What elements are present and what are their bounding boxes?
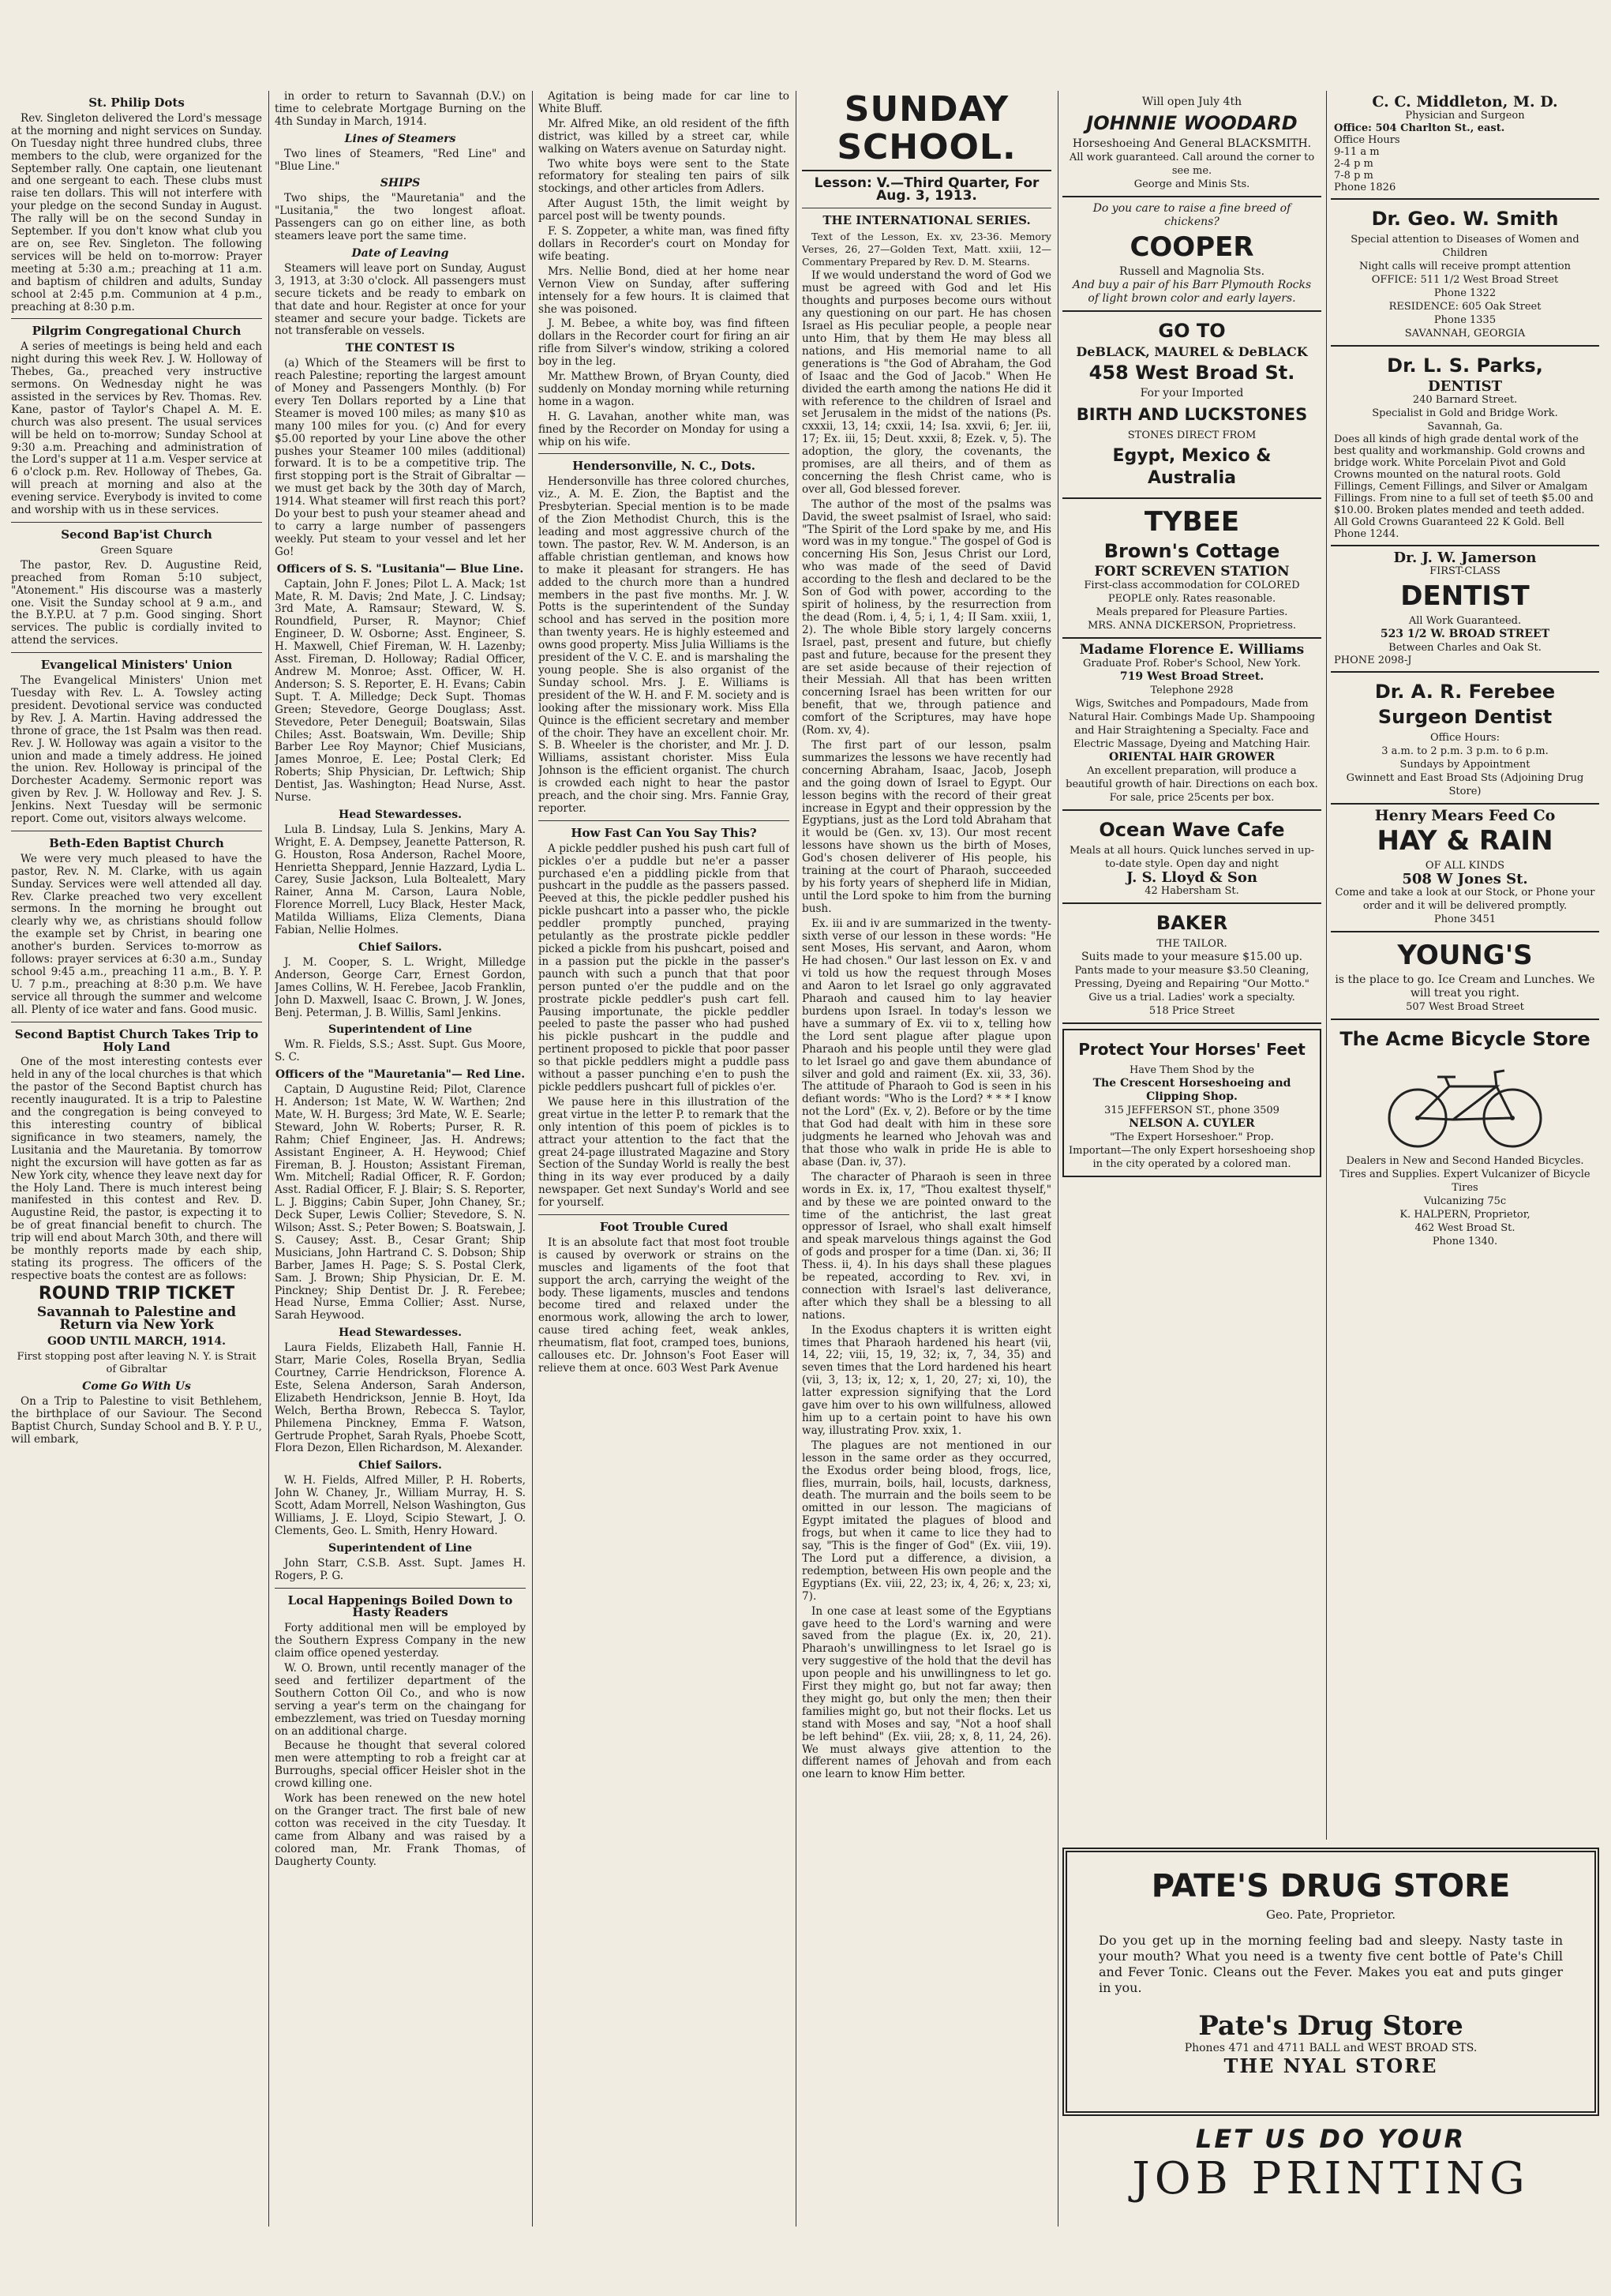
middleton-title: Physician and Surgeon <box>1405 110 1525 122</box>
pate-nyal: THE NYAL STORE <box>1223 2054 1438 2077</box>
parks-address: 240 Barnard Street. <box>1412 394 1518 406</box>
lusitania-text: Captain, John F. Jones; Pilot L. A. Mack; 1st Mate, R. M. Davis; 2nd Mate, J. C. Lindsay; 3rd Mate, A. Ramsaur; Steward, W. S. Roundfield, Purser, R. Maynor; Chief Engineer, D. W. Osborne; Asst. Engineer, S. H. Maxwell, Chief Fireman, W. H. Lazenby; Asst. Fireman, D. Holloway; Radial Officer, Andrew M. Monroe; Asst. Officer, W. H. Anderson; S. S. Reporter, E. H. Evans; Cabin Supt. T. A. Milledge; Deck Supt. Thomas Green; Stevedore, George Douglass; Asst. Stevedore, Peter Deneguil; Boatswain, Silas Chiles; Asst. Boatswain, Wm. Deville; Ship Barber Lee Roy Maynor; Chief Musicians, James Monroe, E. Lee; Postal Clerk; Ed Roberts; Ship Physician, Dr. Leftwich; Ship Dentist, Jas. Washington; Head Nurse, Asst. Nurse. <box>275 577 526 805</box>
middleton-ad <box>1331 91 1599 200</box>
column-3 <box>538 91 789 2227</box>
mears-address: 508 W Jones St. <box>1402 871 1528 887</box>
middleton-name: C. C. Middleton, M. D. <box>1372 93 1558 111</box>
crescent-head: Protect Your Horses' Feet <box>1078 1040 1306 1059</box>
mears-ad <box>1331 805 1599 932</box>
parks-spec: Specialist in Gold and Bridge Work. <box>1372 407 1558 419</box>
news-item-8: Mr. Matthew Brown, of Bryan County, died suddenly on Monday morning while returning home in a wagon. <box>538 370 789 408</box>
pilgrim-heading: Pilgrim Congregational Church <box>32 324 242 339</box>
trip-heading: Second Baptist Church Takes Trip to Holy Land <box>14 1026 259 1054</box>
news-item-9: H. G. Lavahan, another white man, was fined by the Recorder on Monday for using a whip on his wife. <box>538 410 789 448</box>
acme-phone: Phone 1340. <box>1432 1236 1498 1247</box>
woodard-ad <box>1062 91 1321 197</box>
middleton-hours-2: 2-4 p m <box>1334 158 1373 170</box>
trip-intro: in order to return to Savannah (D.V.) on time to celebrate Mortgage Burning on the 4th Sunday in March, 1914. <box>275 91 526 128</box>
hendersonville-text: Hendersonville has three colored churches, viz., A. M. E. Zion, the Baptist and the Presbyterian. Special mention is to be made of the Zion Methodist Church, this is the leading and most aggressive church of the town. The pastor, Rev. W. M. Anderson, is an affable christian gentleman, and knows how to make it pleasant for strangers. He has added to the church more than a hundred members in the past five months. Mr. J. W. Potts is the superintendent of the Sunday school and has served in the position more than twenty years. He is highly esteemed and owns good property. Miss Julia Williams is the president of the V. C. E. and is marshaling the young people. She is also organist of the Sunday school. Mrs. J. E. Williams is president of the W. H. and F. M. society and is looking after the missionary work. Miss Ella Quince is the efficient secretary and member of the choir. They have an excellent choir. Mr. S. B. Wheeler is the chorister, and Mr. J. D. Williams, assistant chorister. Miss Eula Johnson is the efficient organist. The church is crowded each night to hear the pastor preach, and the choir sing. Mrs. Fannie Gray, reporter. <box>538 475 789 815</box>
foot-heading: Foot Trouble Cured <box>599 1220 729 1235</box>
smith-name: Dr. Geo. W. Smith <box>1371 208 1559 230</box>
ocean-wave-address: 42 Habersham St. <box>1145 885 1239 897</box>
tybee-cottage: Brown's Cottage <box>1103 540 1280 562</box>
news-item-6: Mrs. Nellie Bond, died at her home near Vernon View on Sunday, after suffering intensely for a few hours. It is claimed that she was poisoned. <box>538 264 789 316</box>
baker-address: 518 Price Street <box>1148 1005 1235 1017</box>
lesson-para-7: The plagues are not mentioned in our lesson in the same order as they occurred, the Exodus order being blood, frogs, lice, flies, murrain, boils, hail, locusts, darkness, death. The murrain and the boils seem to be omitted in our lesson. The magicians of Egypt imitated the plagues of blood and frogs, but when it came to lice they had to say, "This is the finger of God" (Ex. viii, 19). The Lord put a difference, a division, a redemption, between His own people and the Egyptians (Ex. viii, 22, 23; ix, 4, 26; x, 23; xi, 7). <box>802 1439 1051 1603</box>
head-stewardesses-text: Laura Fields, Elizabeth Hall, Fannie H. Starr, Marie Coles, Rosella Bryan, Sedlia Courtney, Carrie Hendrickson, Florence A. Este, Selena Anderson, Sarah Anderson, Elizabeth Hendrickson, Jennie B. Hoyt, Ida Welch, Bertha Brown, Rebecca S. Taylor, Philemena Pinckney, Emma F. Watson, Gertrude Prophet, Sarah Ryals, Phoebe Scott, Flora Dezon, Ellen Richardson, M. Alexander. <box>275 1341 526 1455</box>
lesson-para-1: If we would understand the word of God we must be agreed with God and let His thoughts and purposes become ours without any questioning on our part. He has chosen Israel as His peculiar people, a people near unto Him, that by them He may bless all nations, and His memorial name to all generations is "the God of Abraham, the God of Isaac and the God of Jacob." When He divided the earth among the nations He did it with reference to the children of Israel and set Jerusalem in the midst of the nations (Ps. cxxxii, 13, 14; cxxii, 14; Isa. xxvii, 6; Jer. iii, 17; Ex. iii, 15; Deut. xxxii, 8; Ezek. v, 5). The adoption, the glory, the covenants, the promises, are all theirs, and of them as concerning the flesh Christ came, who is over all, God blessed forever. <box>802 269 1051 496</box>
second-baptist-text: The pastor, Rev. D. Augustine Reid, preached from Roman 5:10 subject, "Atonement." His discourse was a masterly one. Visit the Sunday school at 9 a.m., and the B.Y.P.U. at 7 p.m. Good singing. Short services. The public is cordially invited to attend the services. <box>11 558 262 647</box>
sailors-heading: Chief Sailors. <box>358 941 442 954</box>
youngs-name: YOUNG'S <box>1397 940 1533 971</box>
ferebee-sunday: Sundays by Appointment <box>1399 759 1530 771</box>
deblack-names: DeBLACK, MAUREL & DeBLACK <box>1076 344 1308 359</box>
williams-grower: ORIENTAL HAIR GROWER <box>1108 751 1276 763</box>
come-text: On a Trip to Palestine to visit Bethlehem, the birthplace of our Saviour. The Second Baptist Church, Sunday School and B. Y. P. U., will embark, <box>11 1395 262 1446</box>
date-heading: Date of Leaving <box>351 246 449 260</box>
job-line-1: LET US DO YOUR <box>1195 2124 1467 2154</box>
baker-ad <box>1062 904 1321 1024</box>
williams-name: Madame Florence E. Williams <box>1079 642 1305 658</box>
parks-name: Dr. L. S. Parks, <box>1387 355 1543 377</box>
woodard-name: JOHNNIE WOODARD <box>1086 112 1298 134</box>
parks-text: Does all kinds of high grade dental work of the best quality and workmanship. Gold crowns and bridge work. White Porcelain Pivot and Gold Crowns mounted on the natural roots. Gold Fillings, Cement Fillings, and Silver or Amalgam Fillings. From nine to a full set of teeth $5.00 and $10.00. Broken plates mended and teeth added. All Gold Crowns Guaranteed 22 K Gold. Bell Phone 1244. <box>1334 433 1594 540</box>
ocean-wave-text: Meals at all hours. Quick lunches served in up-to-date style. Open day and night <box>1069 845 1315 870</box>
date-text: Steamers will leave port on Sunday, August 3, 1913, at 3:30 o'clock. All passengers must secure tickets and be ready to embark on that date and hour. Register at once for your steamer and secure your badge. Tickets are not transferable on vessels. <box>275 261 526 338</box>
deblack-go: GO TO <box>1158 320 1226 342</box>
superintendent-text: Wm. R. Fields, S.S.; Asst. Supt. Gus Moore, S. C. <box>275 1038 526 1064</box>
ferebee-name: Dr. A. R. Ferebee <box>1374 681 1556 703</box>
hendersonville-heading: Hendersonville, N. C., Dots. <box>572 459 755 474</box>
acme-ad <box>1331 1020 1599 1253</box>
st-philip-heading: St. Philip Dots <box>88 96 185 110</box>
ticket-route: Savannah to Palestine and Return via New York <box>36 1304 237 1333</box>
superintendent-2-text: John Starr, C.S.B. Asst. Supt. James H. Rogers, P. G. <box>275 1556 526 1582</box>
mauretania-heading: Officers of the "Mauretania"— Red Line. <box>275 1068 526 1082</box>
baker-name: BAKER <box>1156 912 1228 934</box>
news-item-1: Agitation is being made for car line to White Bluff. <box>538 91 789 115</box>
williams-sub: Graduate Prof. Rober's School, New York. <box>1083 658 1301 670</box>
cooper-ad <box>1062 197 1321 312</box>
woodard-open: Will open July 4th <box>1141 96 1242 108</box>
lines-text: Two lines of Steamers, "Red Line" and "Blue Line." <box>275 147 526 173</box>
sailors-text: J. M. Cooper, S. L. Wright, Milledge Anderson, George Carr, Ernest Gordon, James Collins, W. H. Ferebee, Jacob Franklin, John D. Maxwell, Isaac C. Brown, J. W. Jones, Benj. Peterman, J. B. Willis, Saml Jenkins. <box>275 955 526 1019</box>
lesson-para-8: In one case at least some of the Egyptians gave heed to the Lord's warning and were saved from the plague (Ex. ix, 20, 21). Pharaoh's unwillingness to let Israel go is very suggestive of the hold that the devil has upon people and his unwillingness to let go. First they might go, but not far away; then they might go, but only the men; then their families might go, but not their flocks. Let us stand with Moses and say, "Not a hoof shall be left behind" (Ex. viii, 28; x, 8, 11, 24, 26). We must always give attention to the different names of Jehovah and from each one learn to know Him better. <box>802 1604 1051 1781</box>
chief-sailors-text: W. H. Fields, Alfred Miller, P. H. Roberts, John W. Chaney, Jr., William Murray, H. S. Scott, Adam Morrell, Nelson Washington, Gus Williams, J. E. Lloyd, Scipio Stewart, J. O. Clements, Geo. L. Smith, Henry Howard. <box>275 1474 526 1537</box>
ocean-wave-ad <box>1062 811 1321 904</box>
deblack-places: Egypt, Mexico & Australia <box>1112 446 1272 488</box>
jamerson-class: FIRST-CLASS <box>1429 565 1500 577</box>
lines-heading: Lines of Steamers <box>344 132 456 145</box>
local-item-4: Work has been renewed on the new hotel on the Granger tract. The first bale of new cotton was received in the city Tuesday. It came from Albany and was raised by a colored man, Mr. Frank Thomas, of Daugherty County. <box>275 1792 526 1868</box>
woodard-text: All work guaranteed. Call around the corner to see me. <box>1069 152 1315 177</box>
parks-ad <box>1331 347 1599 546</box>
acme-name: The Acme Bicycle Store <box>1339 1028 1590 1050</box>
local-heading: Local Happenings Boiled Down to Hasty Readers <box>287 1593 513 1620</box>
pate-phones: Phones 471 and 4711 BALL and WEST BROAD STS. <box>1184 2042 1478 2054</box>
ships-text: Two ships, the "Mauretania" and the "Lusitania," the two longest afloat. Passengers can go on either line, as both steamers leave port the same time. <box>275 192 526 243</box>
chief-sailors-heading: Chief Sailors. <box>358 1459 442 1473</box>
baker-detail: Pants made to your measure $3.50 Cleaning, Pressing, Dyeing and Repairing "Our Motto." Give us a trial. Ladies' work a specialty. <box>1074 965 1309 1004</box>
ticket-good: GOOD UNTIL MARCH, 1914. <box>47 1335 226 1349</box>
tybee-title: TYBEE <box>1144 506 1240 538</box>
acme-text: Dealers in New and Second Handed Bicycles. Tires and Supplies. Expert Vulcanizer of Bicycle Tires <box>1339 1155 1590 1194</box>
head-stewardesses-heading: Head Stewardesses. <box>339 1326 462 1340</box>
tybee-text: First-class accommodation for COLORED PEOPLE only. Rates reasonable. <box>1084 580 1300 605</box>
deblack-address: 458 West Broad St. <box>1088 362 1295 384</box>
youngs-address: 507 West Broad Street <box>1406 1001 1524 1013</box>
mauretania-text: Captain, D Augustine Reid; Pilot, Clarence H. Anderson; 1st Mate, W. W. Warthen; 2nd Mate, W. H. Burgess; 3rd Mate, W. E. Searle; Steward, John W. Roberts; Purser, R. R. Rahm; Chief Engineer, Jas. H. Andrews; Assistant Engineer, A. H. Heywood; Chief Fireman, B. J. Houston; Assistant Fireman, Wm. Mitchell; Radial Officer, R. F. Gordon; Asst. Radial Officer, F. J. Blair; S. S. Reporter, L. J. Biggins; Cabin Super, John Chaney, Sr.; Deck Super, Lewis Collier; Stevedore, S. N. Wilson; Asst. S.; Peter Bowen; S. Boatswain, J. S. Causey; Asst. B., Cesar Grant; Ship Musicians, John Hartrand C. S. Dobson; Ship Barber, James H. Page; S. S. Postal Clerk, Sam. J. Brown; Ship Physician, Dr. E. M. Pinckney; Ship Dentist Dr. J. R. Ferebee; Head Nurse, Emma Collier; Asst. Nurse, Sarah Heywood. <box>275 1083 526 1322</box>
jamerson-ad <box>1331 546 1599 673</box>
tybee-prop: MRS. ANNA DICKERSON, Proprietress. <box>1087 620 1297 632</box>
williams-text: Wigs, Switches and Pompadours, Made from Natural Hair. Combings Made Up. Shampooing and Hair Straightening a Specialty. Face and Electric Massage, Dyeing and Matching Hair. <box>1068 698 1316 750</box>
superintendent-2-heading: Superintendent of Line <box>328 1541 473 1555</box>
lesson-para-5: The character of Pharaoh is seen in three words in Ex. ix, 17, "Thou exaltest thyself," and by these we are pointed onward to the time of the antichrist, the last great oppressor of Israel, who shall exalt himself and speak marvelous things against the God of gods and prosper for a time (Dan. xi, 36; II Thess. ii, 4). In his days shall these plagues be repeated, according to Rev. xvi, in connection with Israel's last deliverance, after which they shall be a blessing to all nations. <box>802 1170 1051 1322</box>
cooper-name: COOPER <box>1130 231 1254 263</box>
ferebee-hours: 3 a.m. to 2 p.m. 3 p.m. to 6 p.m. <box>1381 745 1549 757</box>
ferebee-ad <box>1331 673 1599 805</box>
pate-name: PATE'S DRUG STORE <box>1151 1868 1511 1904</box>
smith-calls: Night calls will receive prompt attention <box>1359 261 1571 272</box>
column-rule <box>532 91 533 2227</box>
parks-city: Savannah, Ga. <box>1427 421 1503 433</box>
smith-phone-2: Phone 1335 <box>1433 314 1497 326</box>
jamerson-name: Dr. J. W. Jamerson <box>1393 550 1537 566</box>
deblack-ad <box>1062 312 1321 499</box>
acme-owner: K. HALPERN, Proprietor, <box>1399 1209 1530 1221</box>
smith-residence: RESIDENCE: 605 Oak Street <box>1388 301 1542 313</box>
crescent-ad <box>1062 1029 1321 1177</box>
smith-text: Special attention to Diseases of Women and Children <box>1351 234 1579 259</box>
jamerson-phone: PHONE 2098-J <box>1334 655 1412 666</box>
pate-text: Do you get up in the morning feeling bad and sleepy. Nasty taste in your mouth? What you need is a twenty five cent bottle of Pate's Chill and Fever Tonic. Cleans out the Fever. Makes you eat and puts ginger in you. <box>1099 1933 1563 1995</box>
local-item-2: W. O. Brown, until recently manager of the seed and fertilizer department of the Southern Cotton Oil Co., and who is now serving a year's term on the chaingang for embezzlement, was tried on Tuesday morning on an additional charge. <box>275 1662 526 1738</box>
text-of-lesson: Text of the Lesson, Ex. xv, 23-36. Memory Verses, 26, 27—Golden Text, Matt. xxiii, 12—Commentary Prepared by Rev. D. M. Stearns. <box>802 230 1051 268</box>
news-item-7: J. M. Bebee, a white boy, was find fifteen dollars in the Recorder court for firing an air rifle from Silver's window, striking a colored boy in the leg. <box>538 317 789 369</box>
cooper-address: Russell and Magnolia Sts. <box>1118 265 1265 278</box>
youngs-text: is the place to go. Ice Cream and Lunches. We will treat you right. <box>1335 974 1595 1000</box>
ocean-wave-name: Ocean Wave Cafe <box>1099 819 1285 841</box>
jamerson-address: 523 1/2 W. BROAD STREET <box>1380 628 1550 640</box>
pate-name-2: Pate's Drug Store <box>1198 2010 1463 2042</box>
ministers-heading: Evangelical Ministers' Union <box>40 658 233 673</box>
mears-kinds: OF ALL KINDS <box>1425 860 1505 872</box>
baker-text: Suits made to your measure $15.00 up. <box>1081 951 1303 963</box>
ticket-stop: First stopping post after leaving N. Y. is Strait of Gibraltar <box>17 1351 257 1376</box>
pickle-text: A pickle peddler pushed his push cart full of pickles o'er a puddle but ne'er a passer purchased e'en a piddling pickle from that pushcart in the puddle as the passers passed. Peeved at this, the pickle peddler pushed his pickle pushcart into a passer who, the pickle peddler promptly punched, praying petulantly as the prostrate pickle peddler picked a pickle from his pushcart, poised and in a passion put the pickle in the passer's paunch with such a punch that that poor person punted o'er the puddle and on the prostrate pickle peddler's push cart fell. Pausing importunate, the pickle peddler peeled to paste the passer who had pushed his pickle pushcart in the puddle and pertinent proposed to pickle that poor passer so that pickle peddlers might a puddle pass without a passer punching e'en to push the pickle peddlers pushcart full of pickles o'er. <box>538 842 789 1094</box>
youngs-ad <box>1331 932 1599 1020</box>
bicycle-icon <box>1378 1055 1552 1150</box>
smith-city: SAVANNAH, GEORGIA <box>1404 328 1526 340</box>
come-heading: Come Go With Us <box>82 1380 191 1394</box>
pilgrim-text: A series of meetings is being held and each night during this week Rev. J. W. Holloway of Thebes, Ga., preached very instructive sermons. On Wednesday night he was assisted in the services by Rev. Thomas. Rev. Kane, pastor of Taylor's Chapel A. M. E. church was also present. The usual services will be held on to-morrow; Sunday School at 9:30 a.m. Preaching and administration of the Lord's supper at 11 a.m. Vesper service at 6 o'clock p.m. Rev. Holloway of Thebes, Ga. will preach at morning and also at the evening service. Everybody is invited to come and worship with us in these services. <box>11 340 262 517</box>
second-baptist-sub: Green Square <box>100 544 173 557</box>
middleton-phone: Phone 1826 <box>1334 182 1396 193</box>
mears-title: HAY & RAIN <box>1377 825 1553 857</box>
tybee-meals: Meals prepared for Pleasure Parties. <box>1096 606 1288 618</box>
ferebee-hours-label: Office Hours: <box>1430 732 1500 744</box>
lusitania-heading: Officers of S. S. "Lusitania"— Blue Line. <box>276 562 524 576</box>
sunday-school-heading: SUNDAY SCHOOL. <box>802 91 1051 171</box>
woodard-address: George and Minis Sts. <box>1133 178 1250 190</box>
crescent-address: 315 JEFFERSON ST., phone 3509 <box>1104 1105 1279 1116</box>
ocean-wave-owner: J. S. Lloyd & Son <box>1126 869 1257 886</box>
trip-text: One of the most interesting contests ever held in any of the local churches is that which the pastor of the Second Baptist church has recently inaugurated. It is a trip to Palestine and the congregation is being conveyed to this interesting country of biblical significance in two steamers, namely, the Lusitania and the Mauretania. By tomorrow night the excursion will have gotten as far as New York city, whence they leave next day for the Holy Land. There is much interest being manifested in this contest and Rev. D. Augustine Reid, the pastor, is expecting it to be of great financial benefit to church. The trip will end about March 30th, and there will be monthly reports made by each ship, stating its progress. The officers of the respective boats the contest are as follows: <box>11 1056 262 1282</box>
beth-eden-heading: Beth-Eden Baptist Church <box>49 835 224 850</box>
smith-office: OFFICE: 511 1/2 West Broad Street <box>1371 274 1559 286</box>
mears-phone: Phone 3451 <box>1433 914 1497 925</box>
jamerson-guarantee: All Work Guaranteed. <box>1408 615 1522 627</box>
woodard-title: Horseshoeing And General BLACKSMITH. <box>1072 137 1312 150</box>
crescent-sub: Have Them Shod by the <box>1129 1064 1255 1076</box>
crescent-role: "The Expert Horseshoer." Prop. <box>1110 1131 1274 1143</box>
local-item-1: Forty additional men will be employed by the Southern Express Company in the new claim office opened yesterday. <box>275 1622 526 1660</box>
tybee-station: FORT SCREVEN STATION <box>1094 564 1290 580</box>
middleton-office: Office: 504 Charlton St., east. <box>1334 122 1505 134</box>
stewardesses-text: Lula B. Lindsay, Lula S. Jenkins, Mary A. Wright, E. A. Dempsey, Jeanette Patterson, R. G. Houston, Rosa Anderson, Rachel Moore, Henrietta Sheppard, Jennie Hazzard, Lydia L. Carey, Susie Jackson, Lula Boltealett, Mary Rainer, Anna M. Carson, Laura Noble, Florence Morrell, Lucy Black, Hester Mack, Matilda Williams, Eliza Clements, Diana Fabian, Nellie Holmes. <box>275 823 526 937</box>
acme-price: Vulcanizing 75c <box>1423 1195 1507 1207</box>
local-item-3: Because he thought that several colored men were attempting to rob a freight car at Burroughs, special officer Heisler shot in the crowd killing one. <box>275 1739 526 1791</box>
job-printing-ad <box>1062 2124 1599 2227</box>
lesson-line: Lesson: V.—Third Quarter, For Aug. 3, 1913. <box>814 175 1040 204</box>
news-item-5: F. S. Zoppeter, a white man, was fined fifty dollars in Recorder's court on Monday for wife beating. <box>538 225 789 263</box>
deblack-for: For your Imported <box>1140 387 1244 400</box>
williams-grower-text: An excellent preparation, will produce a beautiful growth of hair. Directions on each box. For sale, price 25cents per box. <box>1066 765 1318 804</box>
column-5 <box>1062 91 1321 1840</box>
pickle-text-2: We pause here in this illustration of the great virtue in the letter P. to remark that the only intention of this poem of pickles is to attract your attention to the fact that the great 24-page illustrated Magazine and Story Section of the Sunday World is really the best thing in its way ever produced by a daily newspaper. Get next Sunday's World and see for yourself. <box>538 1095 789 1210</box>
deblack-direct: STONES DIRECT FROM <box>1127 430 1257 441</box>
contest-text: (a) Which of the Steamers will be first to reach Palestine; reporting the largest amount of Money and Passengers Monthly. (b) For every Ten Dollars reported by a Line that Steamer is moved 100 miles; as many $10 as many 100 miles for you. (c) And for every $5.00 reported by your Line above the other pushes your Steamer 100 miles (additional) forward. It is to be a competitive trip. The first stopping port is the Strait of Gibraltar — we must get back by the 30th day of March, 1914. What steamer will first reach this port? Do your best to push your steamer ahead and to carry a large number of passengers weekly. Put steam to your vessel and let her Go! <box>275 357 526 558</box>
news-item-4: After August 15th, the limit weight by parcel post will be twenty pounds. <box>538 197 789 223</box>
crescent-owner: NELSON A. CUYLER <box>1129 1117 1255 1130</box>
pate-drug-ad <box>1062 1848 1599 2116</box>
series-heading: THE INTERNATIONAL SERIES. <box>822 212 1031 227</box>
st-philip-text: Rev. Singleton delivered the Lord's message at the morning and night services on Sunday. On Tuesday night three hundred clubs, three members to the club, were organized for the September rally. One captain, one lieutenant and one sergeant to each. These clubs must raise ten dollars. This will not interfere with your pledge on the second Sunday in August. The rally will be on the second Sunday in September. If you don't know what club you are on, see Rev. Singleton. The following services will be held on to-morrow: Prayer meeting at 5:30 a.m.; preaching at 11 a.m. and baptism of children and adults, Sunday school at 2:45 p.m. Communion at 4 p.m., preaching at 8:30 p.m. <box>11 111 262 313</box>
column-6 <box>1331 91 1599 1840</box>
ferebee-title: Surgeon Dentist <box>1377 706 1553 728</box>
lesson-para-4: Ex. iii and iv are summarized in the twenty-sixth verse of our lesson in these words: "He sent Moses, His servant, and Aaron, whom He had chosen." Our last lesson on Ex. v and vi told us how the request through Moses and Aaron to let Israel go only aggravated Pharaoh and caused him to lay heavier burdens upon Israel. In today's lesson we have a summary of Ex. vii to x, telling how the Lord sent plague after plague upon Pharaoh and his people until they were glad to let Israel go and gave them abundance of silver and gold and raiment (Ex. xii, 33, 36). The attitude of Pharaoh to God is seen in his defiant words: "Who is the Lord? * * * I know not the Lord" (Ex. v, 2). Before or by the time that God had dealt with him in these sore judgments he learned who Jehovah was and that those who walk in pride He is able to abase (Dan. iv, 37). <box>802 917 1051 1169</box>
williams-address: 719 West Broad Street. <box>1119 670 1264 683</box>
ministers-text: The Evangelical Ministers' Union met Tuesday with Rev. L. A. Towsley acting president. Devotional service was conducted by Rev. J. A. Martin. Having addressed the throne of grace, the 1st Psalm was then read. Rev. J. W. Holloway was again a visitor to the union and made a timely address. He joined the union. Rev. Holloway is principal of the Dorchester Academy. Sermonic report was given by Rev. J. W. Holloway and Rev. J. S. Jenkins. Next Tuesday will be sermonic report. Come out, visitors always welcome. <box>11 674 262 826</box>
column-rule <box>1326 91 1327 1840</box>
column-2 <box>275 91 526 2227</box>
acme-address: 462 West Broad St. <box>1414 1222 1515 1234</box>
lesson-para-6: In the Exodus chapters it is written eight times that Pharaoh hardened his heart (vii, 14, 22; viii, 15, 19, 32; ix, 7, 34, 35) and seven times that the Lord hardened his heart (vii, 3, 13; ix, 12; x, 1, 20, 27; xi, 10), the latter expression signifying that the Lord gave him over to his own willfulness, allowed him up to a certain point to have his own way, illustrating Prov. xxix, 1. <box>802 1323 1051 1437</box>
beth-eden-text: We were very much pleased to have the pastor, Rev. N. M. Clarke, with us again Sunday. Services were well attended all day. Rev. Clarke preached two very excellent sermons. In the morning he brought out clearly why we, as christians should follow the example set by Christ, in bearing one another's burden. Services to-morrow as follows: prayer services at 6:30 a.m., Sunday school 9:45 a.m., preaching 11 a.m., B. Y. P. U. 7 p.m., preaching at 8:30 p.m. We have service all through the summer and welcome all. Plenty of ice water and fans. Good music. <box>11 852 262 1016</box>
jamerson-between: Between Charles and Oak St. <box>1388 642 1542 654</box>
second-baptist-heading: Second Bap'ist Church <box>61 527 212 542</box>
baker-sub: THE TAILOR. <box>1156 938 1227 950</box>
crescent-text: Important—The only Expert horseshoeing shop in the city operated by a colored man. <box>1068 1145 1316 1170</box>
williams-phone: Telephone 2928 <box>1150 685 1234 696</box>
crescent-name: The Crescent Horseshoeing and Clipping Shop. <box>1092 1077 1291 1103</box>
middleton-hours-label: Office Hours <box>1334 134 1400 146</box>
masthead-strip <box>8 16 1603 79</box>
ships-heading: SHIPS <box>380 177 421 190</box>
news-item-2: Mr. Alfred Mike, an old resident of the fifth district, was killed by a street car, while walking on Waters avenue on Saturday night. <box>538 117 789 156</box>
job-line-2: JOB PRINTING <box>1132 2153 1530 2204</box>
contest-heading: THE CONTEST IS <box>345 342 455 355</box>
newspaper-page <box>8 16 1603 2282</box>
williams-ad <box>1062 639 1321 811</box>
foot-text: It is an absolute fact that most foot trouble is caused by overwork or strains on the muscles and ligaments of the foot that support the arch, carrying the weight of the body. These ligaments, muscles and tendons become tired and relaxed under the enormous work, allowing the arch to lower, cause tired aching feet, weak ankles, rheumatism, flat foot, cramped toes, bunions, callouses etc. Dr. Johnson's Foot Easer will relieve them at once. 603 West Park Avenue <box>538 1236 789 1375</box>
column-rule <box>268 91 269 2227</box>
stewardesses-heading: Head Stewardesses. <box>339 808 462 821</box>
mears-name: Henry Mears Feed Co <box>1374 807 1556 824</box>
jamerson-title: DENTIST <box>1400 580 1530 612</box>
middleton-hours-1: 9-11 a m <box>1334 146 1380 158</box>
superintendent-heading: Superintendent of Line <box>328 1023 473 1037</box>
pickle-heading: How Fast Can You Say This? <box>571 825 757 840</box>
column-4 <box>802 91 1051 2227</box>
cooper-lead: Do you care to raise a fine breed of chickens? <box>1092 202 1291 228</box>
lesson-para-2: The author of the most of the psalms was David, the sweet psalmist of Israel, who said: "The Spirit of the Lord spake by me, and His word was in my tongue." The gospel of God is concerning His Son, Jesus Christ our Lord, who was made of the seed of David according to the flesh and declared to be the Son of God with power, according to the spirit of holiness, by the resurrection from the dead (Rom. i, 4, 5; i, 1, 4; II Sam. xxiii, 1, 2). The whole Bible story largely concerns Israel, past, present and future, but chiefly past and future, because for the present they are set aside because of their rejection of their Messiah. All that has been written concerning Israel has been written for our benefit, that we, through patience and comfort of the Scriptures, may have hope (Rom. xv, 4). <box>802 497 1051 737</box>
tybee-ad <box>1062 499 1321 639</box>
ticket-heading: ROUND TRIP TICKET <box>38 1283 235 1304</box>
smith-phone: Phone 1322 <box>1433 287 1497 299</box>
mears-text: Come and take a look at our Stock, or Phone your order and it will be delivered promptly. <box>1335 887 1595 912</box>
deblack-stones: BIRTH AND LUCKSTONES <box>1076 405 1308 424</box>
lesson-para-3: The first part of our lesson, psalm summarizes the lessons we have recently had concerning Abraham, Isaac, Jacob, Joseph and the going down of Israel to Egypt. Our lesson begins with the record of their great increase in Egypt and their oppression by the Egyptians, just as the Lord told Abraham that it would be (Gen. xv, 13). Our most recent lessons have shown us the birth of Moses, God's chosen deliverer of His people, his training at the court of Pharaoh, succeeded by his forty years of shepherd life in Midian, until the Lord spoke to him from the burning bush. <box>802 738 1051 915</box>
column-1 <box>11 91 262 2227</box>
cooper-tag: And buy a pair of his Barr Plymouth Rocks of light brown color and early layers. <box>1072 279 1312 305</box>
ferebee-address: Gwinnett and East Broad Sts (Adjoining Drug Store) <box>1346 772 1584 797</box>
pate-prop: Geo. Pate, Proprietor. <box>1265 1908 1396 1922</box>
middleton-hours-3: 7-8 p m <box>1334 170 1373 182</box>
smith-ad <box>1331 200 1599 347</box>
news-item-3: Two white boys were sent to the State reformatory for stealing ten pairs of silk stockings, and other articles from Adlers. <box>538 157 789 196</box>
parks-title: DENTIST <box>1428 378 1502 395</box>
